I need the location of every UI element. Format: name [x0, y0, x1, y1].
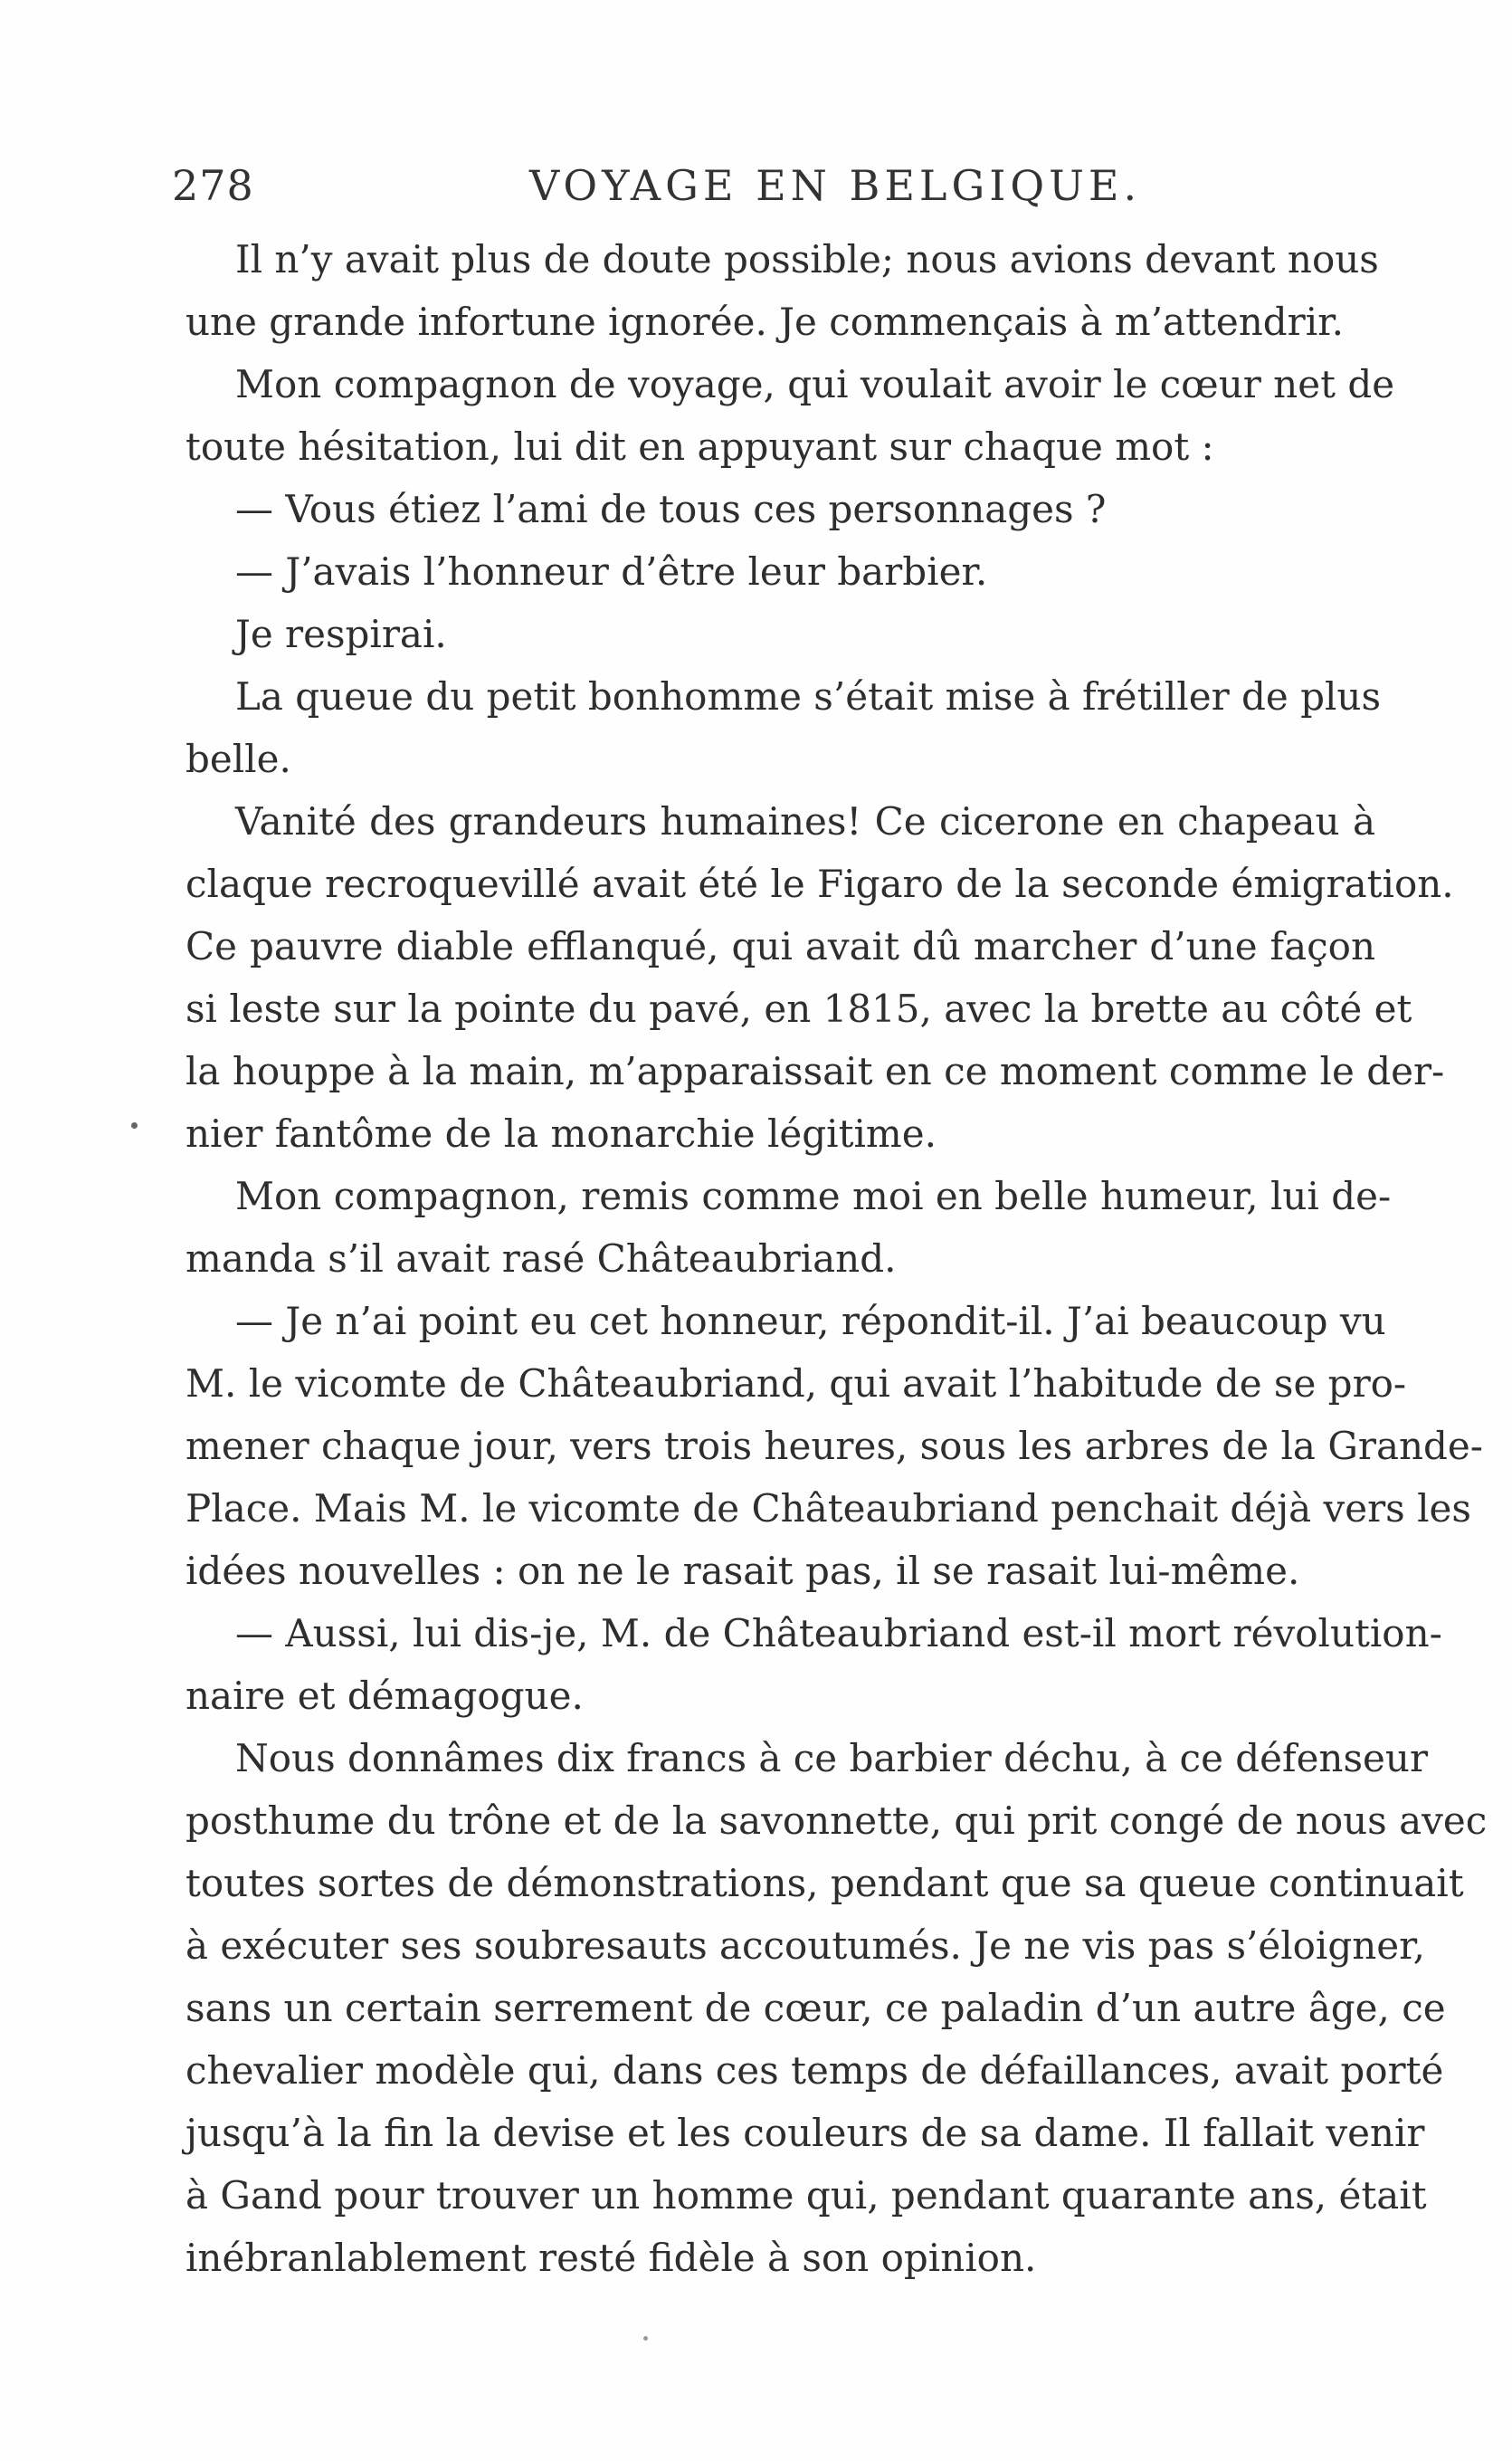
body-text: [185, 228, 1488, 2289]
text-line: sans un certain serrement de cœur, ce paladin d’un autre âge, ce: [185, 1986, 1446, 2030]
text-line: jusqu’à la fin la devise et les couleurs de sa dame. Il fallait venir: [185, 2111, 1425, 2155]
text-line: toutes sortes de démonstrations, pendant que sa queue continuait: [185, 1861, 1464, 1905]
text-line: nier fantôme de la monarchie légitime.: [185, 1111, 937, 1156]
text-line: inébranlablement resté fidèle à son opinion.: [185, 2236, 1037, 2280]
text-line: claque recroquevillé avait été le Figaro de la seconde émigration.: [185, 862, 1454, 906]
text-line: chevalier modèle qui, dans ces temps de défaillances, avait porté: [185, 2048, 1444, 2093]
text-line: Mon compagnon de voyage, qui voulait avoir le cœur net de: [235, 362, 1395, 406]
page-number: 278: [172, 161, 254, 210]
text-line: manda s’il avait rasé Châteaubriand.: [185, 1236, 897, 1281]
text-line: La queue du petit bonhomme s’était mise à frétiller de plus: [235, 674, 1382, 719]
text-line: — J’avais l’honneur d’être leur barbier.: [235, 549, 988, 594]
text-line: Il n’y avait plus de doute possible; nous avions devant nous: [235, 237, 1379, 281]
text-line: naire et démagogue.: [185, 1674, 584, 1718]
text-line: belle.: [185, 737, 291, 781]
text-line: Nous donnâmes dix francs à ce barbier déchu, à ce défenseur: [235, 1736, 1429, 1780]
text-line: — Je n’ai point eu cet honneur, répondit-il. J’ai beaucoup vu: [235, 1299, 1386, 1343]
text-line: mener chaque jour, vers trois heures, sous les arbres de la Grande-: [185, 1424, 1483, 1468]
text-line: à exécuter ses soubresauts accoutumés. Je ne vis pas s’éloigner,: [185, 1923, 1425, 1968]
text-line: à Gand pour trouver un homme qui, pendant quarante ans, était: [185, 2173, 1427, 2218]
text-line: toute hésitation, lui dit en appuyant sur chaque mot :: [185, 424, 1214, 469]
text-line: posthume du trône et de la savonnette, qui prit congé de nous avec: [185, 1798, 1488, 1843]
text-line: Vanité des grandeurs humaines! Ce cicerone en chapeau à: [235, 799, 1375, 844]
text-line: une grande infortune ignorée. Je commençais à m’attendrir.: [185, 300, 1344, 344]
text-line: M. le vicomte de Châteaubriand, qui avait l’habitude de se pro-: [185, 1361, 1407, 1406]
running-title: VOYAGE EN BELGIQUE.: [529, 161, 1142, 210]
print-speck: [643, 2336, 648, 2341]
text-line: Place. Mais M. le vicomte de Châteaubriand penchait déjà vers les: [185, 1486, 1471, 1531]
text-line: la houppe à la main, m’apparaissait en ce moment comme le der-: [185, 1049, 1445, 1093]
text-line: — Aussi, lui dis-je, M. de Châteaubriand est-il mort révolution-: [235, 1611, 1442, 1655]
text-line: idées nouvelles : on ne le rasait pas, il se rasait lui-même.: [185, 1549, 1300, 1593]
margin-mark: [131, 1122, 138, 1129]
text-line: si leste sur la pointe du pavé, en 1815, avec la brette au côté et: [185, 987, 1412, 1031]
text-line: — Vous étiez l’ami de tous ces personnages ?: [235, 487, 1107, 531]
text-line: Je respirai.: [235, 612, 447, 656]
text-line: Mon compagnon, remis comme moi en belle humeur, lui de-: [235, 1174, 1392, 1218]
text-line: Ce pauvre diable efflanqué, qui avait dû marcher d’une façon: [185, 924, 1375, 968]
page-header: [172, 152, 1375, 215]
